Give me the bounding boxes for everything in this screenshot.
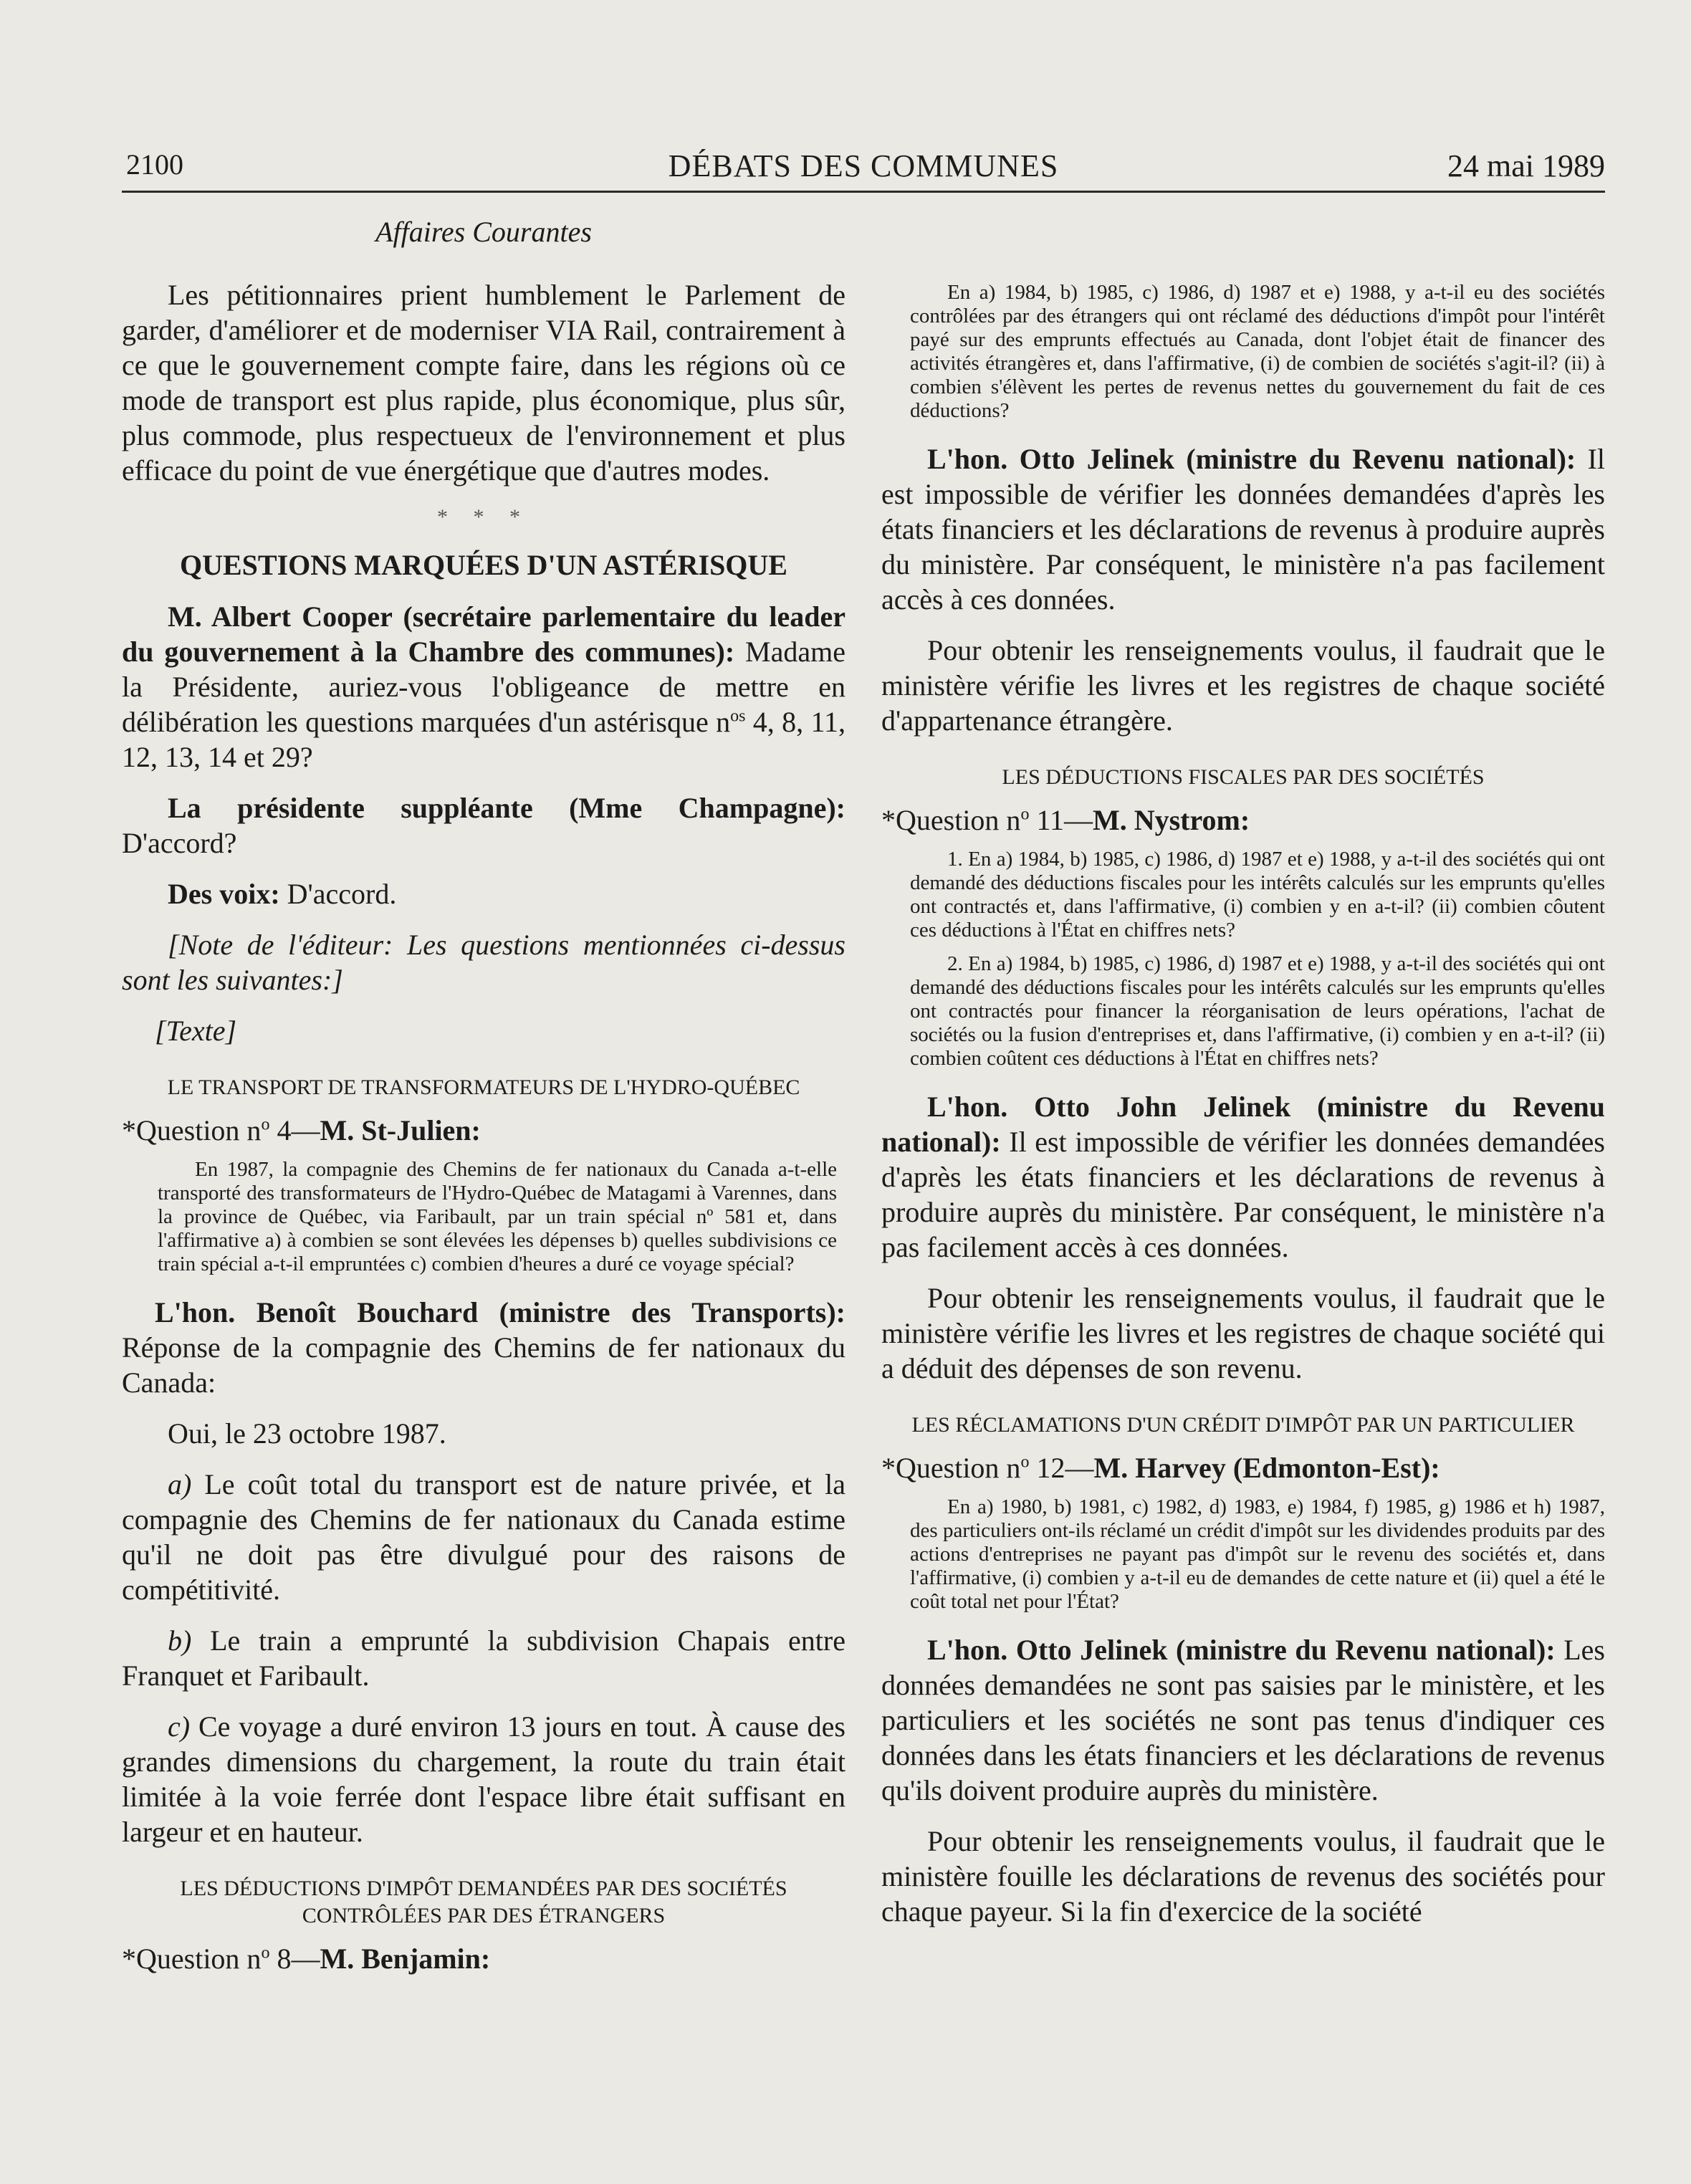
item-label: c): [168, 1710, 191, 1743]
speaker-name: Des voix:: [168, 878, 280, 910]
presidente-paragraph: [122, 790, 846, 861]
question-label: *Question n: [881, 804, 1021, 836]
superscript: os: [730, 707, 746, 726]
superscript: o: [261, 1943, 270, 1963]
superscript: o: [1020, 1452, 1030, 1472]
question-label: *Question n: [881, 1452, 1021, 1484]
speaker-name: La présidente suppléante (Mme Champagne):: [168, 792, 846, 824]
speech-text: Il est impossible de vérifier les données demandées d'après les états financiers et les déclarations de revenus à produire auprès du ministère. Par conséquent, le ministère n'a pas facilement accès à ces données.: [881, 1126, 1605, 1263]
cooper-paragraph: [122, 599, 846, 775]
publication-title: DÉBATS DES COMMUNES: [668, 148, 1059, 183]
publication-date: 24 mai 1989: [1447, 148, 1605, 183]
item-text: Le train a emprunté la subdivision Chapais entre Franquet et Faribault.: [122, 1624, 846, 1692]
texte-marker: [Texte]: [155, 1015, 237, 1047]
oui-paragraph: Oui, le 23 octobre 1987.: [168, 1417, 446, 1450]
question-number: 12—: [1029, 1452, 1094, 1484]
member-name: M. Benjamin:: [320, 1943, 491, 1975]
member-name: M. Nystrom:: [1092, 804, 1250, 836]
item-label: a): [168, 1468, 192, 1500]
subheading-transport: LE TRANSPORT DE TRANSFORMATEURS DE L'HYDRO-QUÉBEC: [167, 1076, 800, 1099]
question-11-line: [881, 803, 1605, 838]
superscript: o: [1020, 805, 1030, 824]
question-8-line: [122, 1941, 846, 1976]
question-4-line: [122, 1113, 846, 1148]
speaker-name: L'hon. Otto Jelinek (ministre du Revenu national):: [927, 443, 1576, 475]
question-11-text-1: 1. En a) 1984, b) 1985, c) 1986, d) 1987 et e) 1988, y a-t-il des sociétés qui ont demandé des déductions fiscales pour les intérêts calculés sur les emprunts qu'elles ont contractés et, dans l'affirmative, (i) combien y en a-t-il? (ii) combien côutent ces déductions à l'État en chiffres nets?: [910, 848, 1605, 942]
jelinek-answer-3: [881, 1632, 1605, 1808]
speaker-name: L'hon. Otto Jelinek (ministre du Revenu national):: [927, 1634, 1556, 1666]
speaker-name: L'hon. Otto John Jelinek (ministre du Revenu national):: [881, 1091, 1605, 1158]
section-heading: QUESTIONS MARQUÉES D'UN ASTÉRISQUE: [180, 549, 787, 581]
speech-text: Réponse de la compagnie des Chemins de fer nationaux du Canada:: [122, 1331, 846, 1399]
item-text: Le coût total du transport est de nature privée, et la compagnie des Chemins de fer nationaux du Canada estime qu'il ne doit pas être divulgué pour des raisons de compétitivité.: [122, 1468, 846, 1606]
subheading-credit: LES RÉCLAMATIONS D'UN CRÉDIT D'IMPÔT PAR UN PARTICULIER: [911, 1413, 1575, 1437]
jelinek-answer-2-p2: Pour obtenir les renseignements voulus, il faudrait que le ministère vérifie les livres et les registres de chaque société qui a déduit des dépenses de son revenu.: [881, 1282, 1605, 1384]
item-label: b): [168, 1624, 192, 1657]
speech-text: D'accord.: [279, 878, 397, 910]
page-number: 2100: [126, 148, 183, 181]
speech-text: Madame la Présidente, auriez-vous l'obligeance de mettre en délibération les questions marquées d'un astérisque n: [122, 636, 846, 738]
speech-text: Il est impossible de vérifier les données demandées d'après les états financiers et les déclarations de revenus à produire auprès du ministère. Par conséquent, le ministère n'a pas facilement accès à ces données.: [881, 443, 1606, 616]
right-column: [881, 281, 1605, 1945]
answer-a: [122, 1467, 846, 1607]
superscript: o: [261, 1115, 270, 1134]
editor-note: [Note de l'éditeur: Les questions mentionnées ci-dessus sont les suivantes:]: [122, 929, 846, 996]
jelinek-answer-3-p2: Pour obtenir les renseignements voulus, il faudrait que le ministère fouille les déclarations de revenus des sociétés pour chaque payeur. Si la fin d'exercice de la société: [881, 1825, 1605, 1927]
question-4-text: En 1987, la compagnie des Chemins de fer nationaux du Canada a-t-elle transporté des transformateurs de l'Hydro-Québec de Matagami à Varennes, dans la province de Québec, via Faribault, par un train spécial nº 581 et, dans l'affirmative a) à combien se sont élevées les dépenses b) quelles subdivisions ce train spécial a-t-il empruntées c) combien d'heures a duré ce voyage spécial?: [158, 1158, 837, 1275]
question-12-line: [881, 1450, 1605, 1485]
item-text: Ce voyage a duré environ 13 jours en tout. À cause des grandes dimensions du chargement, la route du train était limitée à la voie ferrée dont l'espace libre était suffisant en largeur et en hauteur.: [122, 1710, 846, 1848]
question-label: *Question n: [122, 1943, 262, 1975]
question-number: 4—: [269, 1114, 320, 1146]
section-rubric: Affaires Courantes: [375, 216, 592, 248]
answer-c: [122, 1709, 846, 1849]
question-number: 11—: [1029, 804, 1093, 836]
voix-paragraph: [122, 876, 846, 911]
speaker-name: M. Albert Cooper (secrétaire parlementaire du leader du gouvernement à la Chambre des communes):: [122, 600, 846, 668]
speech-text: Les données demandées ne sont pas saisies par le ministère, et les particuliers et les sociétés ne sont pas tenus d'indiquer ces données dans les états financiers et les déclarations de revenus qu'ils doivent produire auprès du ministère.: [881, 1634, 1605, 1806]
subheading-fiscales: LES DÉDUCTIONS FISCALES PAR DES SOCIÉTÉS: [1002, 765, 1485, 789]
bouchard-paragraph: [122, 1295, 846, 1400]
petition-paragraph: Les pétitionnaires prient humblement le Parlement de garder, d'améliorer et de moderniser VIA Rail, contrairement à ce que le gouvernement compte faire, dans les régions où ce mode de transport est plus rapide, plus économique, plus sûr, plus commode, plus respectueux de l'environnement et plus efficace du point de vue énergétique que d'autres modes.: [122, 279, 846, 487]
question-number: 8—: [269, 1943, 320, 1975]
question-12-text: En a) 1980, b) 1981, c) 1982, d) 1983, e) 1984, f) 1985, g) 1986 et h) 1987, des particuliers ont-ils réclamé un crédit d'impôt sur les dividendes produits par des actions d'entreprises ne payant pas d'impôt sur le revenu des sociétés et, dans l'affirmative, (i) combien y a-t-il eu de demandes de cette nature et (ii) quel a été le coût total net pour l'État?: [910, 1495, 1605, 1613]
question-8-text: En a) 1984, b) 1985, c) 1986, d) 1987 et e) 1988, y a-t-il eu des sociétés contrôlées par des étrangers qui ont réclamé des déductions d'impôt pour l'intérêt payé sur des emprunts effectués au Canada, dont l'objet était de financer des activités étrangères et, dans l'affirmative, (i) de combien de sociétés s'agit-il? (ii) à combien s'élèvent les pertes de revenus nettes du gouvernement du fait de ces déductions?: [910, 281, 1605, 422]
subheading-deductions: LES DÉDUCTIONS D'IMPÔT DEMANDÉES PAR DES SOCIÉTÉS CONTRÔLÉES PAR DES ÉTRANGERS: [180, 1877, 787, 1927]
question-11-text-2: 2. En a) 1984, b) 1985, c) 1986, d) 1987 et e) 1988, y a-t-il des sociétés qui ont demandé des déductions fiscales pour les intérêts calculés sur les emprunts qu'elles ont contractés pour financer la réorganisation de leurs opérations, l'achat de sociétés ou la fusion d'entreprises et, dans l'affirmative, (i) combien y en a-t-il? (ii) combien coûtent ces déductions à l'État en chiffres nets?: [910, 952, 1605, 1070]
member-name: M. St-Julien:: [320, 1114, 481, 1146]
speech-text: D'accord?: [122, 827, 237, 859]
member-name: M. Harvey (Edmonton-Est):: [1093, 1452, 1440, 1484]
section-separator: * * *: [437, 505, 530, 529]
question-label: *Question n: [122, 1114, 262, 1146]
jelinek-answer-1-p2: Pour obtenir les renseignements voulus, il faudrait que le ministère vérifie les livres et les registres de chaque société d'appartenance étrangère.: [881, 634, 1605, 737]
speech-text: 4, 8, 11, 12, 13, 14 et 29?: [122, 706, 846, 773]
left-column: [122, 215, 846, 1986]
jelinek-answer-2: [881, 1089, 1605, 1265]
jelinek-answer-1: [881, 441, 1605, 617]
answer-b: [122, 1623, 846, 1693]
speaker-name: L'hon. Benoît Bouchard (ministre des Transports):: [155, 1296, 846, 1328]
page-header: [122, 148, 1605, 193]
